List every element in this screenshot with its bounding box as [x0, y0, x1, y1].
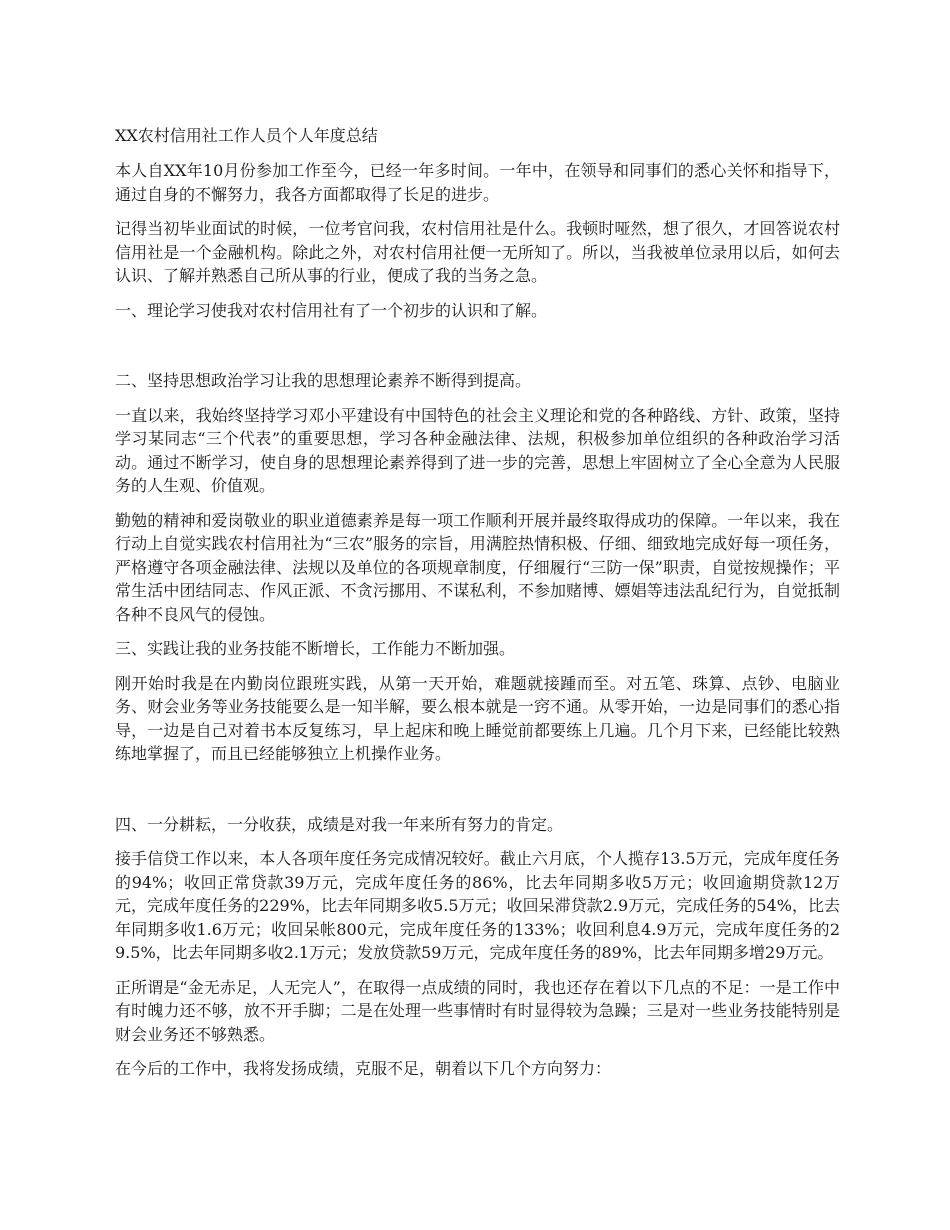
- section-heading-1: 一、理论学习使我对农村信用社有了一个初步的认识和了解。: [115, 300, 548, 320]
- document-page: [115, 124, 840, 1092]
- document-title: XX农村信用社工作人员个人年度总结: [115, 126, 378, 145]
- paragraph-political-study: 一直以来，我始终坚持学习邓小平建设有中国特色的社会主义理论和党的各种路线、方针、政策，坚持学习某同志“三个代表”的重要思想，学习各种金融法律、法规，积极参加单位组织的各种政治学习活动。通过不断学习，使自身的思想理论素养得到了进一步的完善，思想上牢固树立了全心全意为人民服务的人生观、价值观。: [115, 405, 840, 495]
- paragraph-shortcomings: 正所谓是“金无赤足，人无完人”，在取得一点成绩的同时，我也还存在着以下几点的不足：一是工作中有时魄力还不够，放不开手脚；二是在处理一些事情时有时显得较为急躁；三是对一些业务技能特别是财会业务还不够熟悉。: [115, 977, 840, 1044]
- paragraph-practice: 刚开始时我是在内勤岗位跟班实践，从第一天开始，难题就接踵而至。对五笔、珠算、点钞、电脑业务、财会业务等业务技能要么是一知半解，要么根本就是一窍不通。从零开始，一边是同事们的悉心指导，一边是自己对着书本反复练习，早上起床和晚上睡觉前都要练上几遍。几个月下来，已经能比较熟练地掌握了，而且已经能够独立上机操作业务。: [115, 673, 840, 763]
- section-heading-2: 二、坚持思想政治学习让我的思想理论素养不断得到提高。: [115, 371, 532, 390]
- paragraph-work-ethic: 勤勉的精神和爱岗敬业的职业道德素养是每一项工作顺利开展并最终取得成功的保障。一年以来，我在行动上自觉实践农村信用社为“三农”服务的宗旨，用满腔热情积极、仔细、细致地完成好每一项任务，严格遵守各项金融法律、法规以及单位的各项规章制度，仔细履行“三防一保”职责，自觉按规操作；平常生活中团结同志、作风正派、不贪污挪用、不谋私利，不参加赌博、嫖娼等违法乱纪行为，自觉抵制各种不良风气的侵蚀。: [115, 510, 840, 624]
- section-heading-4: 四、一分耕耘，一分收获，成绩是对我一年来所有努力的肯定。: [115, 814, 564, 834]
- paragraph-intro: 本人自XX年10月份参加工作至今，已经一年多时间。一年中，在领导和同事们的悉心关怀和指导下，通过自身的不懈努力，我各方面都取得了长足的进步。: [115, 161, 840, 204]
- blank-line: [115, 777, 840, 813]
- paragraph-achievements: 接手信贷工作以来，本人各项年度任务完成情况较好。截止六月底，个人揽存13.5万元，完成年度任务的94%；收回正常贷款39万元，完成年度任务的86%，比去年同期多收5万元；收回逾期贷款12万元，完成年度任务的229%，比去年同期多收5.5万元；收回呆滞贷款2.9万元，完成任务的54%，比去年同期多收1.6万元；收回呆帐800元，完成年度任务的133%；收回利息4.9万元，完成年度任务的29.5%，比去年同期多收2.1万元；发放贷款59万元，完成年度任务的89%，比去年同期多增29万元。: [115, 849, 840, 962]
- blank-line: [115, 333, 840, 369]
- section-heading-3: 三、实践让我的业务技能不断增长，工作能力不断加强。: [115, 639, 516, 658]
- paragraph-interview: 记得当初毕业面试的时候，一位考官问我，农村信用社是什么。我顿时哑然，想了很久，才回答说农村信用社是一个金融机构。除此之外，对农村信用社便一无所知了。所以，当我被单位录用以后，如何去认识、了解并熟悉自己所从事的行业，便成了我的当务之急。: [115, 219, 840, 285]
- paragraph-future: 在今后的工作中，我将发扬成绩，克服不足，朝着以下几个方向努力：: [115, 1059, 612, 1078]
